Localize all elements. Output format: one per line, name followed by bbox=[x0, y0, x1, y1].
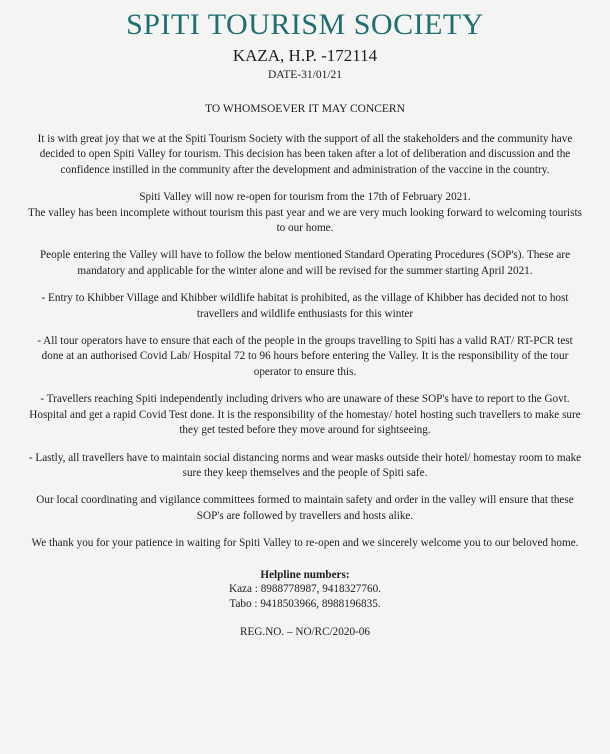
registration-number: REG.NO. – NO/RC/2020-06 bbox=[240, 626, 370, 639]
intro-paragraph: It is with great joy that we at the Spiti Tourism Society with the support of all the stakeholders and the community have decided to open Spiti Valley for tourism. This decision has been taken after a lot of deliberation and discussion and the confidence instilled in the community after the development and administration of the vaccine in the country. bbox=[37, 133, 573, 176]
sop-item-tour-operators: - All tour operators have to ensure that each of the people in the groups travelling to Spiti has a valid RAT/ RT-PCR test done at an authorised Covid Lab/ Hospital 72 to 96 hours before entering the Valley. It is the responsibility of the tour operator to ensure this. bbox=[37, 335, 573, 378]
sop-item-distancing: - Lastly, all travellers have to maintain social distancing norms and wear masks outside their hotel/ homestay room to make sure they keep themselves and the people of Spiti safe. bbox=[28, 451, 582, 479]
notice-date: DATE-31/01/21 bbox=[267, 69, 343, 81]
salutation: TO WHOMSOEVER IT MAY CONCERN bbox=[205, 103, 405, 115]
sop-item-independent-travellers: - Travellers reaching Spiti independently including drivers who are unaware of these SOP's have to report to the Govt. Hospital and get a rapid Covid Test done. It is the responsibility of the homestay/ hotel hosting such travellers to make sure they get tested before they move around for sightseeing. bbox=[29, 393, 581, 437]
organization-title: SPITI TOURISM SOCIETY bbox=[126, 8, 484, 41]
helpline-tabo: Tabo : 9418503966, 8988196835. bbox=[229, 597, 381, 610]
organization-address: KAZA, H.P. -172114 bbox=[232, 46, 378, 65]
helpline-kaza: Kaza : 8988778987, 9418327760. bbox=[229, 583, 381, 596]
helpline-title: Helpline numbers: bbox=[260, 568, 350, 581]
reopen-date-paragraph: Spiti Valley will now re-open for tourism from the 17th of February 2021. bbox=[139, 191, 471, 204]
thanks-paragraph: We thank you for your patience in waiting for Spiti Valley to re-open and we sincerely welcome you to our beloved home. bbox=[31, 537, 579, 550]
sop-intro-paragraph: People entering the Valley will have to follow the below mentioned Standard Operating Procedures (SOP's). These are mandatory and applicable for the winter alone and will be revised for the summer starting April 2021. bbox=[39, 249, 571, 277]
helpline-block bbox=[20, 568, 590, 612]
reopen-note-paragraph: The valley has been incomplete without tourism this past year and we are very much looking forward to welcoming tourists to our home. bbox=[28, 206, 582, 235]
sop-item-khibber: - Entry to Khibber Village and Khibber wildlife habitat is prohibited, as the village of Khibber has decided not to host travellers and wildlife enthusiasts for this winter bbox=[41, 292, 569, 320]
committees-paragraph: Our local coordinating and vigilance committees formed to maintain safety and order in the valley will ensure that these SOP's are followed by travellers and hosts alike. bbox=[36, 494, 574, 522]
